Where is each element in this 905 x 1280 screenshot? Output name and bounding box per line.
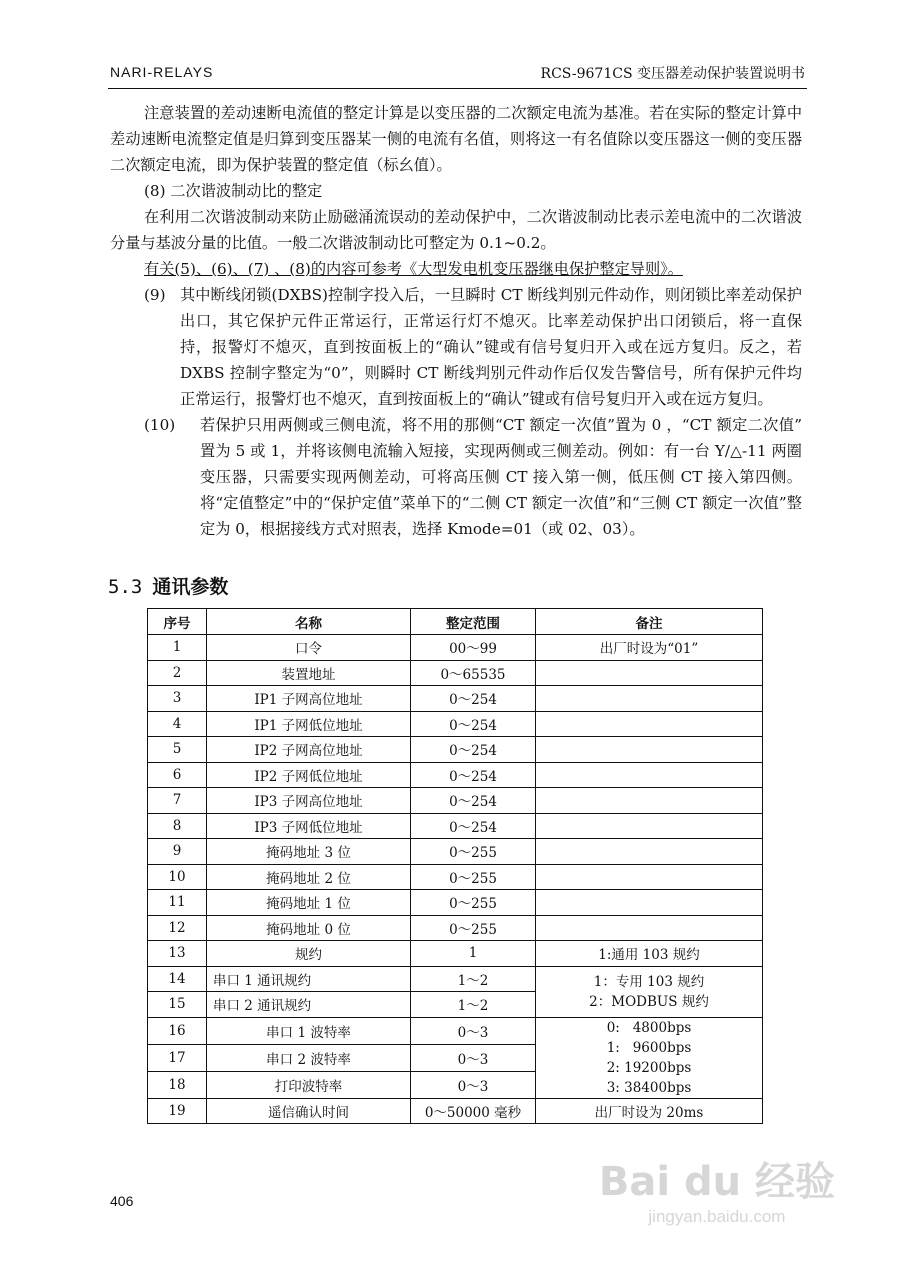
cell-name: 掩码地址 3 位 [207,839,411,865]
cell-name: 串口 1 通讯规约 [207,966,411,992]
table-row [148,788,763,814]
paragraph-heading-8: (8) 二次谐波制动比的整定 [144,182,323,200]
table-row [148,890,763,916]
table-row [148,941,763,967]
cell-range: 0～255 [411,915,536,941]
cell-index: 19 [148,1098,207,1124]
note-line: 1：专用 103 规约 [593,973,705,990]
section-heading [108,572,228,599]
cell-note [536,839,763,865]
list-item-9-text: 其中断线闭锁(DXBS)控制字投入后，一旦瞬时 CT 断线判别元件动作，则闭锁比率差动保护出口，其它保护元件正常运行，正常运行灯不熄灭。比率差动保护出口闭锁后，将一直保持，报警灯不熄灭，直到按面板上的“确认”键或有信号复归开入或在远方复归。反之，若 DXBS 控制字整定为“0”，则瞬时 CT 断线判别元件动作后仅发告警信号，所有保护元件均正常运行，报警灯也不熄灭，直到按面板上的“确认”键或有信号复归开入或在远方复归。 [180,286,802,408]
cell-range: 0～254 [411,737,536,763]
cell-index: 18 [148,1071,207,1098]
list-item-10 [110,412,802,542]
table-row [148,1098,763,1124]
note-line: 1: 9600bps [606,1039,692,1056]
table-row [148,686,763,712]
cell-name: IP1 子网低位地址 [207,711,411,737]
cell-index: 9 [148,839,207,865]
cell-name: 掩码地址 1 位 [207,890,411,916]
comm-params-table [147,608,763,1124]
cell-name: IP2 子网高位地址 [207,737,411,763]
cell-index: 17 [148,1044,207,1071]
watermark-logo: Bai du 经验 [598,1159,835,1205]
cell-range: 00～99 [411,635,536,661]
cell-range: 1～2 [411,992,536,1018]
cell-note [536,864,763,890]
cell-name: IP3 子网高位地址 [207,788,411,814]
cell-range: 0～254 [411,711,536,737]
table-row [148,966,763,992]
table-body [148,635,763,1124]
cell-note: 出厂时设为 20ms [536,1098,763,1124]
cell-range: 1 [411,941,536,967]
body-text [110,100,802,542]
header-rule [108,88,807,89]
table-row [148,762,763,788]
section-number: 5.3 [108,576,143,598]
cell-range: 0～255 [411,890,536,916]
page-number: 406 [110,1193,134,1209]
cell-index: 6 [148,762,207,788]
cell-name: 打印波特率 [207,1071,411,1098]
table-row [148,839,763,865]
cell-index: 5 [148,737,207,763]
table-row [148,1017,763,1044]
cell-note-baud [536,1017,763,1098]
cell-note: 出厂时设为“01” [536,635,763,661]
col-header-index: 序号 [148,609,207,635]
cell-name: 口令 [207,635,411,661]
note-line: 3: 38400bps [606,1079,692,1096]
cell-index: 16 [148,1017,207,1044]
paragraph-2: 在利用二次谐波制动来防止励磁涌流误动的差动保护中，二次谐波制动比表示差电流中的二次谐波分量与基波分量的比值。一般二次谐波制动比可整定为 0.1~0.2。 [110,208,802,252]
cell-name: 掩码地址 0 位 [207,915,411,941]
cell-range: 0～255 [411,864,536,890]
table-row [148,660,763,686]
cell-index: 7 [148,788,207,814]
cell-range: 0～65535 [411,660,536,686]
cell-note [536,686,763,712]
cell-index: 14 [148,966,207,992]
cell-range: 0～254 [411,813,536,839]
cell-name: 串口 2 通讯规约 [207,992,411,1018]
note-line: 2：MODBUS 规约 [589,993,709,1010]
paragraph-reference: 有关(5)、(6)、(7) 、(8)的内容可参考《大型发电机变压器继电保护整定导则》。 [144,260,683,278]
table-row [148,813,763,839]
cell-note: 1:通用 103 规约 [536,941,763,967]
table-row [148,711,763,737]
table-header-row [148,609,763,635]
cell-note [536,813,763,839]
cell-note [536,788,763,814]
cell-index: 12 [148,915,207,941]
cell-range: 0～255 [411,839,536,865]
watermark-url: jingyan.baidu.com [648,1207,786,1226]
note-line: 2: 19200bps [606,1059,692,1076]
cell-range: 0～254 [411,686,536,712]
cell-note [536,737,763,763]
col-header-range: 整定范围 [411,609,536,635]
cell-note [536,890,763,916]
col-header-note: 备注 [536,609,763,635]
section-title: 通讯参数 [152,576,229,598]
list-item-10-number: (10) [144,416,176,434]
cell-name: 串口 1 波特率 [207,1017,411,1044]
cell-index: 3 [148,686,207,712]
cell-index: 11 [148,890,207,916]
table-row [148,915,763,941]
cell-range: 1～2 [411,966,536,992]
cell-name: IP3 子网低位地址 [207,813,411,839]
cell-note [536,762,763,788]
note-line: 0: 4800bps [606,1019,692,1036]
cell-note [536,660,763,686]
cell-name: 遥信确认时间 [207,1098,411,1124]
cell-range: 0～254 [411,762,536,788]
watermark [599,1150,835,1227]
table-row [148,864,763,890]
header-right: RCS-9671CS 变压器差动保护装置说明书 [540,66,805,82]
cell-note-protocol [536,966,763,1017]
cell-index: 10 [148,864,207,890]
cell-range: 0～50000 毫秒 [411,1098,536,1124]
cell-range: 0～3 [411,1071,536,1098]
cell-name: 掩码地址 2 位 [207,864,411,890]
cell-range: 0～254 [411,788,536,814]
table-row [148,635,763,661]
cell-index: 15 [148,992,207,1018]
list-item-10-text: 若保护只用两侧或三侧电流，将不用的那侧“CT 额定一次值”置为 0 ，“CT 额定二次值” 置为 5 或 1，并将该侧电流输入短接，实现两侧或三侧差动。例如：有一台 Y/△-11 两圈变压器，只需要实现两侧差动，可将高压侧 CT 接入第一侧，低压侧 CT 接入第四侧。将“定值整定”中的“保护定值”菜单下的“二侧 CT 额定一次值”和“三侧 CT 额定一次值”整定为 0，根据接线方式对照表，选择 Kmode=01（或 02、03）。 [200,416,802,538]
cell-name: 装置地址 [207,660,411,686]
cell-range: 0～3 [411,1017,536,1044]
cell-index: 13 [148,941,207,967]
cell-index: 4 [148,711,207,737]
cell-range: 0～3 [411,1044,536,1071]
col-header-name: 名称 [207,609,411,635]
cell-index: 2 [148,660,207,686]
cell-index: 1 [148,635,207,661]
cell-note [536,711,763,737]
cell-name: IP2 子网低位地址 [207,762,411,788]
paragraph-1: 注意装置的差动速断电流值的整定计算是以变压器的二次额定电流为基准。若在实际的整定计算中差动速断电流整定值是归算到变压器某一侧的电流有名值，则将这一有名值除以变压器这一侧的变压器二次额定电流，即为保护装置的整定值（标幺值）。 [110,104,802,174]
cell-name: 串口 2 波特率 [207,1044,411,1071]
cell-index: 8 [148,813,207,839]
list-item-9-number: (9) [144,286,166,304]
cell-note [536,915,763,941]
list-item-9 [110,282,802,412]
cell-name: IP1 子网高位地址 [207,686,411,712]
table-row [148,737,763,763]
cell-name: 规约 [207,941,411,967]
header-left: NARI-RELAYS [110,64,214,80]
